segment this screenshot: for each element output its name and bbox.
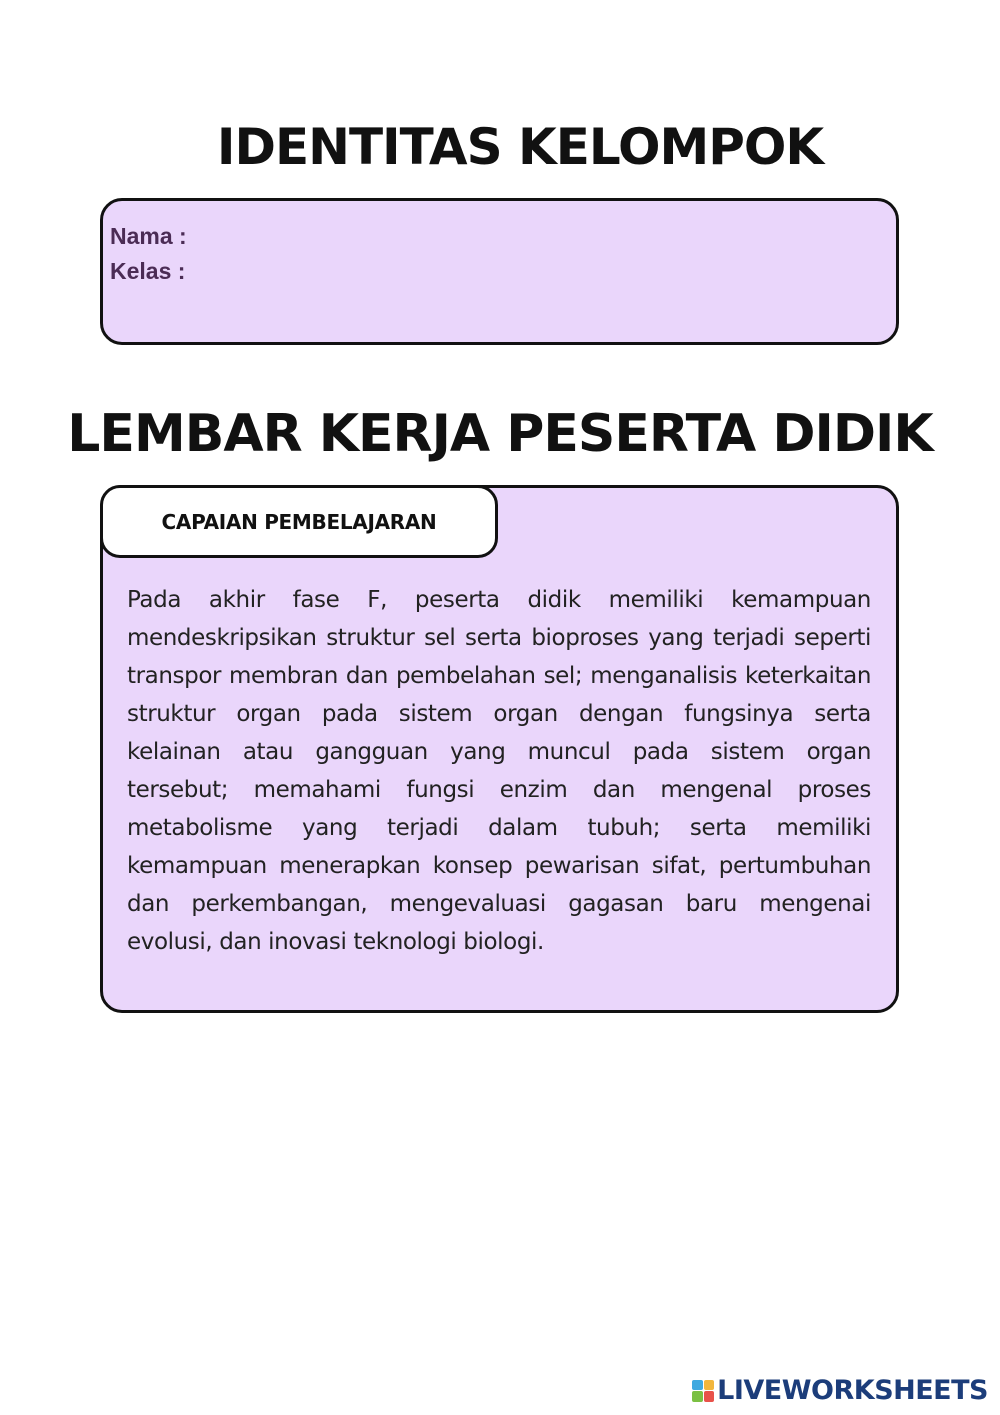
class-field-label[interactable]: Kelas :	[110, 258, 186, 284]
learning-outcome-tab	[100, 485, 498, 558]
learning-outcome-text: Pada akhir fase F, peserta didik memiliki kemampuan mendeskripsikan struktur sel serta bioproses yang terjadi seperti transpor membran dan pembelahan sel; menganalisis keterkaitan struktur organ pada sistem organ dengan fungsinya serta kelainan atau gangguan yang muncul pada sistem organ tersebut; memahami fungsi enzim dan mengenal proses metabolisme yang terjadi dalam tubuh; serta memiliki kemampuan menerapkan konsep pewarisan sifat, pertumbuhan dan perkembangan, mengevaluasi gagasan baru mengenai evolusi, dan inovasi teknologi biologi.	[127, 587, 871, 955]
identity-box	[100, 198, 899, 345]
learning-outcome-heading: CAPAIAN PEMBELAJARAN	[161, 509, 437, 534]
name-field-label[interactable]: Nama :	[110, 223, 187, 249]
liveworksheets-logo-icon	[692, 1380, 714, 1402]
brand-wordmark: LIVEWORKSHEETS	[717, 1375, 988, 1406]
identity-title: IDENTITAS KELOMPOK	[216, 118, 824, 176]
learning-outcome-box	[100, 485, 899, 1013]
liveworksheets-brand	[692, 1375, 988, 1406]
worksheet-title: LEMBAR KERJA PESERTA DIDIK	[67, 404, 933, 464]
